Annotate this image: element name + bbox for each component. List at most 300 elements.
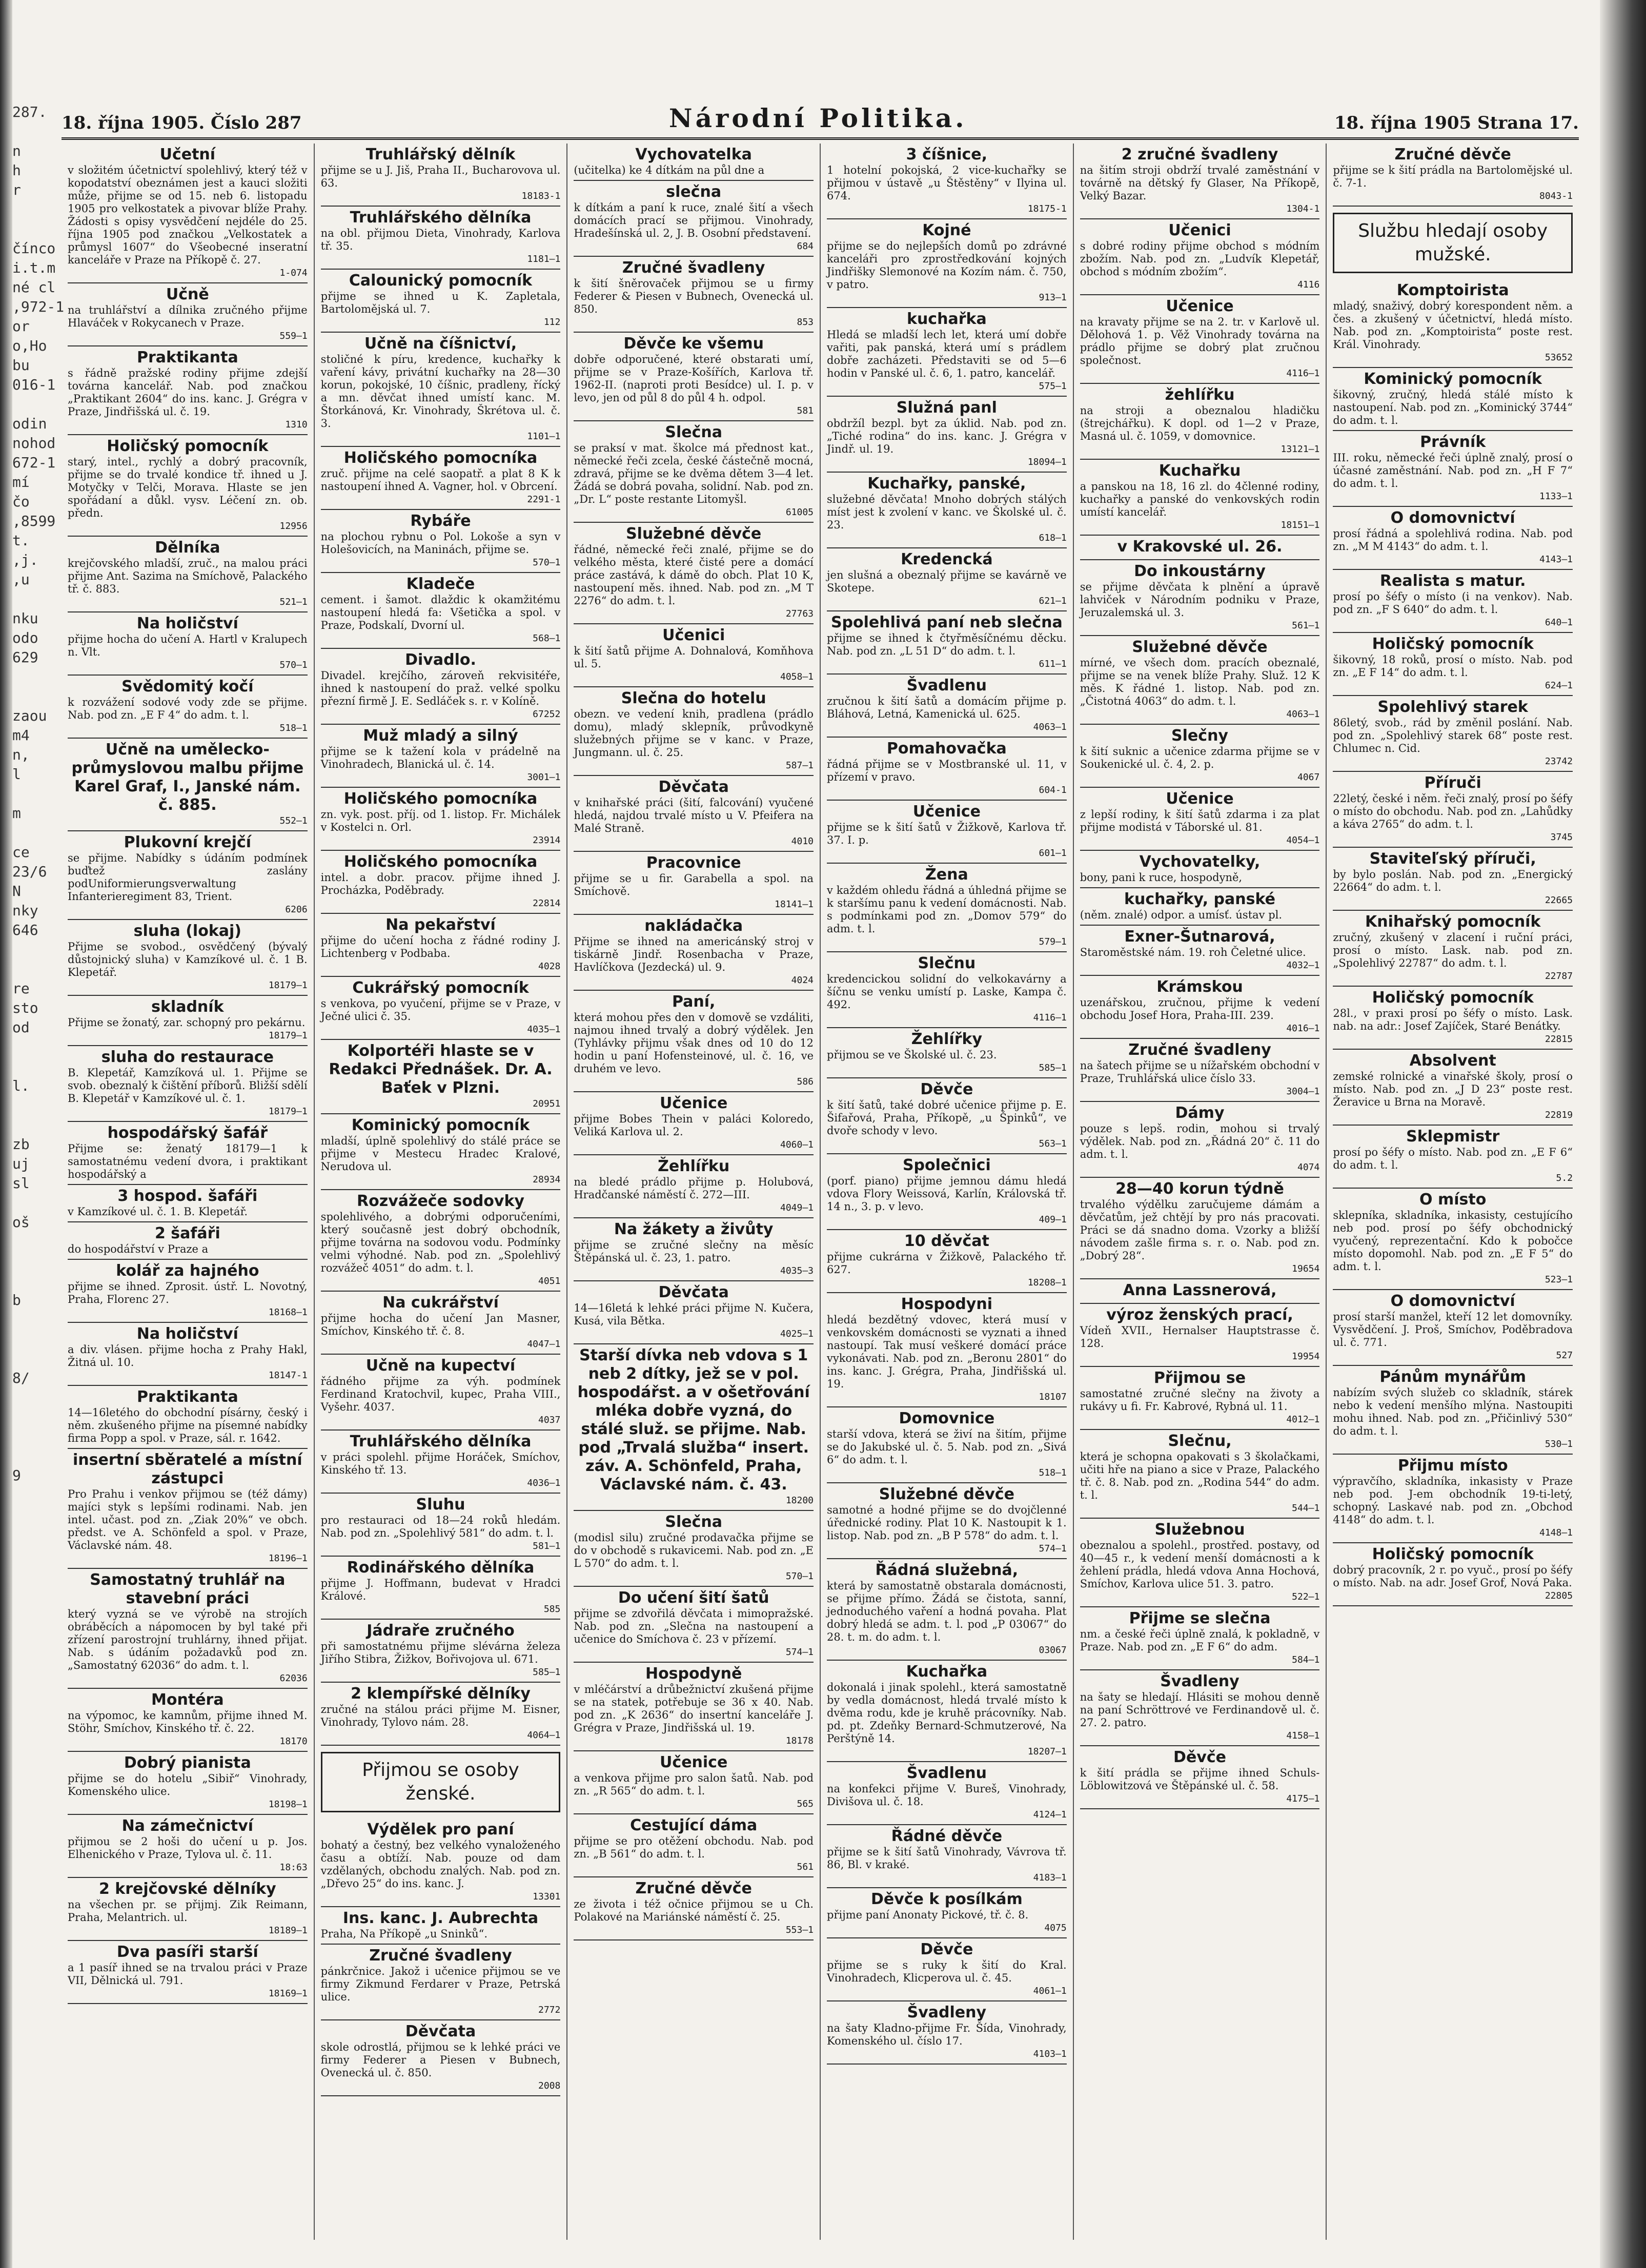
classified-ad (1080, 788, 1320, 851)
classified-ad (1080, 851, 1320, 888)
ad-reference-number: 1304-1 (1286, 203, 1320, 214)
ad-heading: Služebné děvče (1132, 638, 1268, 656)
ad-heading: Společnici (902, 1156, 991, 1174)
ad-body-text: Hledá se mladší lech let, která umí dobře vařiti, pak panská, která umí s prádlem dobře zacházeti. Představiti se od 5—6 hodin v Panské ul. č. 6, 1. patro, kancelář. (827, 329, 1067, 379)
ad-heading: Slečny (1171, 727, 1228, 745)
ad-heading: Na žákety a živůty (614, 1220, 774, 1238)
ad-body-text: dokonalá i jinak spolehl., která samostatně by vedla domácnost, hledá trvalé místo k dvěma rodu, kde je kruhě prácovníky. Nab. pd. pt. Zdeňky Bernard-Schmutzerové, Na Perštýně 14. (827, 1681, 1067, 1745)
ad-body-text: na plochou rybnu o Pol. Lokoše a syn v Holešovicích, na Maninách, přijme se. (320, 530, 561, 556)
ad-body-text: k šití prádla se přijme ihned Schuls-Löblowitzová ve Štěpánské ul. č. 58. (1080, 1767, 1320, 1792)
ad-body-text: pánkrčnice. Jakož i učenice přijmou se ve firmy Zikmund Ferdarer v Praze, Petrská ulice. (320, 1965, 561, 2003)
ad-heading: Kojné (922, 221, 971, 239)
ad-reference-number: 4175—1 (1286, 1793, 1320, 1804)
ad-reference-number: 518—1 (1039, 1467, 1067, 1478)
ad-heading: Absolvent (1409, 1052, 1496, 1070)
ad-reference-number: 4148—1 (1539, 1527, 1573, 1538)
ad-body-text: prosí po šéfy o místo (i na venkov). Nab. pod zn. „F S 640“ do adm. t. l. (1333, 590, 1573, 616)
ad-body-text: se přijme děvčata k plnění a úpravě lahviček v Národním podniku v Praze, Jeruzalemská ul. 3. (1080, 581, 1320, 619)
ad-reference-number: 22814 (533, 898, 561, 909)
ad-body-text: z lepší rodiny, k šití šatů zdarma i za plat přijme modistá v Táborské ul. 81. (1080, 808, 1320, 833)
ad-heading: Pánům mynářům (1379, 1368, 1527, 1386)
classified-ad (68, 537, 308, 612)
classified-ad (827, 1078, 1067, 1154)
ad-heading: Divadlo. (405, 651, 476, 669)
ad-body-text: přijme paní Anonaty Pickové, tř. č. 8. (827, 1909, 1029, 1921)
classified-ad (827, 1154, 1067, 1230)
ad-body-text: Přijme se svobod., osvědčený (bývalý důstojnický sluha) v Kamzíkové ul. č. 1 B. Klepetář. (68, 941, 308, 978)
classified-ad (1080, 1670, 1320, 1746)
classified-ad (321, 144, 561, 207)
ad-heading: Rodinářského dělníka (347, 1559, 535, 1577)
ad-heading: Kladeče (406, 575, 475, 593)
ad-reference-number: 2008 (538, 2080, 561, 2091)
classified-ad (321, 333, 561, 447)
ad-heading: Slečnu, (1168, 1432, 1232, 1450)
classified-ad (827, 548, 1067, 611)
ad-heading: Cestující dáma (630, 1816, 758, 1834)
ad-heading: Kuchařky, panské, (867, 475, 1026, 493)
classified-ad (321, 1114, 561, 1190)
classified-ad (827, 473, 1067, 548)
ad-heading: Praktikanta (136, 1388, 238, 1406)
ad-heading: Učně na číšnictví, (364, 335, 517, 353)
classified-ad (321, 447, 561, 510)
ad-body-text: který vyzná se ve výrobě na strojích obráběcích a nápomocen by byl také při zřízení parostrojní truhlárny, ihned přijat. Nab. s údáním požadavků pod zn. „Samostatný 62036“ do adm. t. l. (68, 1608, 308, 1671)
classified-ad (827, 144, 1067, 219)
ad-reference-number: 5.2 (1556, 1173, 1573, 1183)
classified-ad (68, 1815, 308, 1878)
ad-heading: 3 číšnice, (906, 146, 988, 164)
ad-body-text: na všechen pr. se přijmj. Zik Reimann, Praha, Melantrich. ul. (68, 1898, 308, 1924)
ad-body-text: Vídeň XVII., Hernalser Hauptstrasse č. 128. (1080, 1324, 1320, 1350)
ad-heading: Calounický pomocník (349, 272, 533, 290)
ad-heading: Holičský pomocník (1372, 1545, 1534, 1563)
ad-reference-number: 4067 (1297, 772, 1320, 783)
classified-ad (321, 1683, 561, 1746)
ad-reference-number: 4060—1 (780, 1139, 814, 1150)
ad-reference-number: 4124—1 (1033, 1809, 1067, 1820)
column-2 (315, 144, 568, 2240)
classified-ad (574, 1877, 814, 1940)
ad-body-text: přijme cukrárna v Žižkově, Palackého tř. 627. (827, 1251, 1067, 1276)
ad-heading: Děvče (920, 1080, 973, 1098)
ad-heading: Montéra (151, 1691, 224, 1709)
ad-body-text: nm. a české řeči úplně znalá, k pokladně, v Praze. Nab. pod zn. „E F 6“ do adm. (1080, 1628, 1320, 1653)
ad-reference-number: 3745 (1550, 832, 1573, 843)
classified-ad (574, 1751, 814, 1814)
ad-heading: Na holičství (136, 615, 238, 632)
ad-heading: Učetní (159, 146, 216, 164)
ad-heading: Cukrářský pomocník (352, 979, 529, 997)
ad-body-text: s dobré rodiny přijme obchod s módním zbožím. Nab. pod zn. „Ludvík Klepetář, obchod s módním zbožím“. (1080, 240, 1320, 278)
ad-body-text: přijme do učení hocha z řádné rodiny J. Lichtenberg v Podbaba. (320, 934, 561, 959)
ad-body-text: mladý, snaživý, dobrý korespondent něm. a čes. a zkušený v účetnictví, hledá místo. Nab. pod zn. „Komptoirista“ poste rest. Král. Vinohrady. (1333, 300, 1573, 351)
classified-ad (321, 1620, 561, 1683)
ad-reference-number: 18147-1 (268, 1370, 308, 1381)
ad-body-text: přijme se zdvořilá děvčata i mimopražské. Nab. pod zn. „Slečna na nastoupení a učenice do Smíchova č. 23 v přízemí. (574, 1607, 814, 1645)
classified-ad (1333, 1126, 1573, 1189)
ad-reference-number: 4116—1 (1286, 368, 1320, 379)
ad-body-text: přijme se pro otěžení obchodu. Nab. pod zn. „B 561“ do adm. t. l. (574, 1835, 814, 1860)
ad-body-text: a panskou na 18, 16 zl. do 4členné rodiny, kuchařky a panské do venkovských rodin umístí kancelář. (1080, 480, 1320, 518)
ad-heading: Žena (925, 866, 968, 884)
ad-heading: Kuchařku (1159, 462, 1241, 480)
classified-ad (68, 1046, 308, 1122)
ad-heading: Paní, (672, 993, 716, 1011)
ad-body-text: dobrý pracovník, 2 r. po vyuč., prosí po šéfy o místo. Nab. na adr. Josef Grof, Nová Paka. (1333, 1564, 1573, 1589)
ad-body-text: šikovný, zručný, hledá stálé místo k nastoupení. Nab. pod zn. „Kominický 3744“ do adm. t. l. (1333, 389, 1573, 426)
ad-heading: Kredencká (901, 550, 993, 568)
classified-ad (827, 2001, 1067, 2065)
ad-heading: Právník (1420, 433, 1486, 451)
classified-ad (574, 1281, 814, 1344)
classified-ad (827, 611, 1067, 675)
ad-body-text: na šaty se hledají. Hlásiti se mohou denně na paní Schröttrové ve Ferdinandově ul. č. 27. 2. patro. (1080, 1691, 1320, 1729)
classified-ad (1333, 987, 1573, 1050)
classified-ad (68, 1122, 308, 1185)
ad-body-text: na šaty Kladno-přijme Fr. Šída, Vinohrady, Komenského ul. číslo 17. (827, 2022, 1067, 2047)
ad-heading: Jádraře zručného (367, 1622, 515, 1640)
ad-body-text: Přijme se: ženatý 18179—1 k samostatnému vedení dvora, i praktikant hospodářský a (68, 1142, 308, 1180)
ad-heading: Spolehlivá paní neb slečna (830, 614, 1063, 631)
ad-heading: Služebnou (1154, 1521, 1245, 1539)
classified-ad (68, 1185, 308, 1222)
ad-body-text: (porf. piano) přijme jemnou dámu hledá vdova Flory Weissová, Karlín, Královská tř. 14 n., 3. p. v levo. (827, 1175, 1067, 1213)
classified-ad (574, 687, 814, 776)
ad-heading: Kolportéři hlaste se v Redakci Přednášek. Dr. A. Baťek v Plzni. (329, 1042, 553, 1097)
classified-ad (1080, 926, 1320, 976)
ad-reference-number: 4054—1 (1286, 835, 1320, 846)
ad-heading: Kominický pomocník (351, 1116, 530, 1134)
ad-body-text: trvalého výdělku zaručujeme dámám a děvčatům, jež chtějí by pro nás pracovati. Práci se dá snadno doma. Vzorky a bližší návodem zašle firma s. r. o. Nab. pod zn. „Dobrý 28“. (1080, 1198, 1320, 1262)
classified-ad (68, 1323, 308, 1386)
ad-reference-number: 18170 (279, 1736, 308, 1747)
ad-heading: Švadleny (1160, 1672, 1239, 1690)
ad-heading: Na holičství (136, 1325, 238, 1343)
ad-body-text: III. roku, německé řeči úplně znalý, prosí o účasné zaměstnání. Nab. pod zn. „H F 7“ do adm. t. l. (1333, 452, 1573, 489)
ad-heading: Řádná služebná, (875, 1561, 1019, 1579)
classified-ad (827, 1559, 1067, 1661)
ad-body-text: cement. i šamot. dlaždic k okamžitému nastoupení hledá fa: Všetička a spol. v Praze, Podskalí, Dvorní ul. (320, 594, 561, 631)
ad-heading: Slečnu (918, 954, 976, 972)
ad-reference-number: 22805 (1545, 1590, 1573, 1601)
classified-ad (827, 864, 1067, 952)
ad-reference-number: 53652 (1545, 352, 1573, 363)
ad-heading: Holičského pomocníka (343, 853, 538, 871)
classified-ad (321, 1557, 561, 1620)
ad-reference-number: 1-074 (279, 268, 308, 278)
classified-ad (68, 283, 308, 346)
ad-body-text: která by samostatně obstarala domácnosti, se přijme přímo. Žádá se čistota, sanní, jednoduchého vaření a hodná povaha. Plat dobrý hledá se adm. t. l. pod „P 03067“ do 28. t. m. do adm. t. l. (827, 1580, 1067, 1643)
ad-heading: Děvčata (405, 2022, 476, 2040)
ad-reference-number: 2772 (538, 2005, 561, 2015)
ad-body-text: v složitém účetnictví spolehlivý, který též v kopodatství obeznámen jest a kauci složiti může, přijme se od 15. neb 6. listopadu 1905 pro velkostatek a pivovar blíže Prahy. Žádosti s opisy vysvědčení nejdéle do 25. října 1905 pod značkou „Velkostatek a průmysl 1607“ do Všeobecné inseratní kanceláře v Praze na Příkopě č. 27. (68, 164, 308, 266)
ad-body-text: (něm. znalé) odpor. a umísť. ústav pl. (1080, 909, 1283, 921)
ad-heading: Učenice (1166, 297, 1234, 315)
classified-ad (574, 776, 814, 852)
classified-ad (321, 1190, 561, 1292)
ad-heading: insertní sběratelé a místní zástupci (73, 1451, 302, 1487)
classified-ad (68, 612, 308, 676)
classified-ad (321, 725, 561, 788)
ad-heading: 2 klempířské dělníky (351, 1685, 531, 1703)
ad-reference-number: 18196—1 (268, 1553, 308, 1564)
ad-reference-number: 579—1 (1039, 936, 1067, 947)
ad-body-text: sklepníka, skladníka, inkasisty, cestujícího neb pod. prosí po šéfy obchodnický vyučený, reprezentační. Kdo k pobočce místo dopomohl. Nab. pod zn. „E F 5“ do adm. t. l. (1333, 1209, 1573, 1273)
classified-ad (1080, 1102, 1320, 1178)
ad-heading: Učenici (662, 626, 725, 644)
ad-body-text: Přijme se ihned na americánský stroj v tiskárně Jindř. Rosenbacha v Praze, Havlíčkova (Jezdecká) ul. 9. (574, 935, 814, 973)
ad-reference-number: 618—1 (1039, 533, 1067, 543)
classified-ad (1080, 460, 1320, 536)
ad-body-text: 14—16letého do obchodní písárny, český i něm. zkušeného přijme na písemné nabídky firma Popp a spol. v Praze, sál. r. 1642. (68, 1406, 308, 1444)
classified-ad (1333, 1543, 1573, 1606)
ad-reference-number: 604-1 (1039, 785, 1067, 795)
ad-heading: hospodářský šafář (107, 1124, 268, 1142)
ad-body-text: a div. vlásen. přijme hocha z Prahy Hakl, Žitná ul. 10. (68, 1343, 308, 1368)
ad-heading: Dva pasíři starší (116, 1943, 258, 1961)
ad-body-text: přijme se k šití šatů Vinohrady, Vávrova tř. 86, Bl. v kraké. (827, 1846, 1067, 1871)
ad-reference-number: 1101—1 (527, 431, 561, 442)
header-date-issue: 18. října 1905. Číslo 287 (62, 113, 302, 133)
ad-reference-number: 561 (797, 1862, 814, 1872)
ad-reference-number: 18151—1 (1281, 520, 1320, 530)
ad-heading: Truhlářský dělník (365, 146, 516, 164)
ad-body-text: kredencickou solidní do velkokavárny a šíčnu se venku umístí p. Laske, Kampa č. 492. (827, 973, 1067, 1011)
ad-body-text: řádná přijme se v Mostbranské ul. 11, v přízemí v pravo. (827, 758, 1067, 783)
ad-body-text: Praha, Na Příkopě „u Sninků“. (320, 1928, 488, 1940)
ad-reference-number: 22665 (1545, 895, 1573, 906)
classified-ad (574, 523, 814, 624)
classified-ad (68, 435, 308, 537)
ad-heading: Holičský pomocník (1372, 989, 1534, 1007)
ad-reference-number: 4036—1 (527, 1478, 561, 1488)
ad-reference-number: 570—1 (533, 557, 561, 568)
classified-ad (827, 1888, 1067, 1938)
ad-body-text: přijme se k šití šatů v Žižkově, Karlova tř. 37. I. p. (827, 821, 1067, 846)
ad-body-text: pro restauraci od 18—24 roků hledám. Nab. pod zn. „Spolehlivý 581“ do adm. t. l. (320, 1514, 561, 1539)
classified-ad (827, 675, 1067, 738)
ad-body-text: přijmou se ve Školské ul. č. 23. (827, 1049, 997, 1061)
ad-reference-number: 552—1 (279, 815, 308, 826)
column-4 (821, 144, 1074, 2240)
classified-ad (827, 1483, 1067, 1559)
classified-ad (1333, 1366, 1573, 1455)
ad-reference-number: 27763 (785, 608, 814, 619)
ad-reference-number: 23742 (1545, 756, 1573, 767)
ad-heading: Do učení šití šatů (618, 1589, 769, 1607)
ad-heading: Učně (166, 285, 209, 303)
classified-ad (1333, 772, 1573, 848)
ad-body-text: bohatý a čestný, bez velkého vynaloženého času a obtíží. Nab. pouze od dam vzdělaných, obchodu znalých. Nab. pod zn. „Dřevo 25“ do ins. kanc. J. (320, 1839, 561, 1890)
ad-heading: Komptoirista (1396, 281, 1509, 299)
ad-body-text: která mohou přes den v domově se vzdáliti, najmou ihned trvalý a dobrý výdělek. Jen (Tyhlávky přijmu však dnes od 10 do 12 hodin u paní Hofensteinové, ul. č. 16, ve druhém ve levo. (574, 1011, 814, 1075)
ad-heading: Učně na kupectví (365, 1357, 516, 1375)
ad-heading: Služná panl (896, 399, 997, 417)
ad-body-text: se přijme. Nabídky s údáním podmínek buďtež zaslány podUniformierungsverwaltung Infanterieregiment 83, Trient. (68, 852, 308, 903)
ad-heading: Děvčata (658, 1283, 729, 1301)
ad-heading: Holičského pomocníka (343, 790, 538, 808)
ad-heading: Zručné švadleny (622, 259, 765, 277)
ad-heading: kolář za hajného (116, 1262, 259, 1280)
ad-heading: sluha (lokaj) (133, 922, 241, 940)
ad-heading: Švadlenu (906, 677, 987, 694)
ad-reference-number: 18:63 (279, 1862, 308, 1873)
classified-ad (321, 851, 561, 914)
ad-reference-number: 22819 (1545, 1110, 1573, 1120)
classified-ad (574, 1344, 814, 1511)
classified-ad (1333, 911, 1573, 987)
classified-ad (827, 1762, 1067, 1825)
classified-ad (321, 270, 561, 333)
ad-body-text: nabízím svých služeb co skladník, stárek nebo k vedení menšího mlýna. Nastoupiti mohu ihned. Nab. pod zn. „Přičinlivý 530“ do adm. t. l. (1333, 1386, 1573, 1437)
ad-reference-number: 585 (543, 1604, 561, 1615)
ad-reference-number: 611—1 (1039, 659, 1067, 669)
ad-heading: Holičský pomocník (107, 437, 269, 455)
ad-heading: Muž mladý a silný (363, 727, 518, 745)
classified-ad (321, 649, 561, 725)
ad-reference-number: 18094—1 (1027, 457, 1067, 467)
ad-reference-number: 574—1 (1039, 1543, 1067, 1554)
ad-heading: Dělníka (155, 539, 220, 557)
classified-ad (827, 1938, 1067, 2001)
ad-body-text: na šatech přijme se u nížařském obchodní v Praze, Truhlářská ulice číslo 33. (1080, 1059, 1320, 1085)
ad-heading: kuchařka (907, 310, 987, 328)
classified-ad (574, 915, 814, 991)
classified-ad (1080, 1746, 1320, 1809)
ad-reference-number: 4035—1 (527, 1024, 561, 1035)
classified-ad (321, 977, 561, 1040)
ad-heading: Samostatný truhlář na stavební práci (90, 1571, 286, 1607)
ad-heading: nakládačka (644, 917, 743, 935)
classified-ad (68, 1752, 308, 1815)
ad-heading: O místo (1419, 1191, 1487, 1209)
ad-heading: Zručné děvče (1394, 146, 1511, 164)
classified-ad (321, 1494, 561, 1557)
ad-reference-number: 563—1 (1039, 1138, 1067, 1149)
ad-reference-number: 4058—1 (780, 671, 814, 682)
classified-ad (827, 308, 1067, 397)
ad-heading: sluha do restaurace (101, 1048, 274, 1066)
ad-body-text: bony, pani k ruce, hospodyně, (1080, 871, 1243, 884)
ad-body-text: obdržíl bezpl. byt za úklid. Nab. pod zn. „Tiché rodina“ do ins. kanc. J. Grégra v Jindř. ul. 19. (827, 417, 1067, 455)
ad-reference-number: 4143—1 (1539, 554, 1573, 565)
classified-ad (321, 2020, 561, 2096)
ad-reference-number: 4010 (791, 836, 814, 847)
ad-heading: kuchařky, panské (1124, 890, 1275, 908)
ad-body-text: obeznalou a spolehl., prostřed. postavy, od 40—45 r., k vedení menší domácnosti a k žehlení prádla, hledá vdova Anna Hochová, Smíchov, Karlova ulice 51. 3. patro. (1080, 1539, 1320, 1590)
ad-body-text: řádného přijme za výh. podmínek Ferdinand Kratochvil, kupec, Praha VIII., Vyšehr. 4037. (320, 1375, 561, 1413)
ad-heading: Děvčata (658, 778, 729, 796)
ad-heading: Vychovatelka (635, 146, 752, 164)
ad-reference-number: 22815 (1545, 1034, 1573, 1045)
ad-reference-number: 4012—1 (1286, 1414, 1320, 1425)
ad-reference-number: 4064—1 (527, 1730, 561, 1741)
ad-body-text: přijme se zručné slečny na měsíc Štěpánská ul. č. 23, 1. patro. (574, 1239, 814, 1264)
ad-reference-number: 6206 (285, 904, 308, 915)
ad-body-text: přijme J. Hoffmann, budevat v Hradci Králové. (320, 1577, 561, 1602)
classified-ad (574, 624, 814, 687)
ad-body-text: ze života i též očnice přijmou se u Ch. Polakové na Mariánské náměstí č. 25. (574, 1898, 814, 1923)
ad-body-text: zemské rolnické a vinařské školy, prosí o místo. Nab. pod zn. „J D 23“ poste rest. Žeravice u Brna na Moravě. (1333, 1070, 1573, 1108)
ad-reference-number: 12956 (279, 521, 308, 532)
ad-reference-number: 18141—1 (775, 899, 814, 910)
classified-ad (574, 852, 814, 915)
ad-body-text: v Kamzíkové ul. č. 1. B. Klepetář. (68, 1205, 248, 1218)
ad-body-text: obezn. ve vedení knih, pradlena (prádlo domu), mladý sklepník, průvodkyně služebných přijme se v kanc. v Praze, Jungmann. ul. č. 25. (574, 708, 814, 759)
classified-ad (1080, 636, 1320, 725)
classified-ad (1333, 696, 1573, 772)
ad-heading: Učenice (660, 1094, 728, 1112)
ad-reference-number: 18208—1 (1027, 1277, 1067, 1288)
ad-body-text: hledá bezdětný vdovec, která musí v venkovském domácnosti se vyznati a ihned nastoupí. Tak musí veškeré domácí práce vykonávati. Nab. pod zn. „Beronu 2801“ do ins. kanc. J. Grégra, Praha, Jindřišská ul. 19. (827, 1314, 1067, 1390)
ad-body-text: do hospodářství v Praze a (68, 1243, 209, 1255)
ad-body-text: přijmou se 2 hoši do učení u p. Jos. Elhenického v Praze, Tylova ul. č. 11. (68, 1835, 308, 1861)
ad-reference-number: 18207—1 (1027, 1746, 1067, 1757)
classified-ad (1080, 560, 1320, 636)
ad-reference-number: 601—1 (1039, 848, 1067, 859)
ad-reference-number: 3001—1 (527, 772, 561, 783)
ad-reference-number: 587—1 (785, 760, 814, 771)
classified-ad (1080, 976, 1320, 1039)
ad-reference-number: 4025—1 (780, 1329, 814, 1339)
ad-body-text: na stroji a obeznalou hladičku (štrejchářku). K dopl. od 1—2 v Praze, Masná ul. č. 1059, v domovnice. (1080, 404, 1320, 442)
ad-reference-number: 565 (797, 1799, 814, 1809)
classified-ad (68, 996, 308, 1046)
classified-ad (321, 1431, 561, 1494)
classified-ad (1333, 1455, 1573, 1543)
masthead-title: Národní Politika. (668, 103, 967, 133)
ad-reference-number: 18200 (785, 1495, 814, 1506)
classified-ad (1080, 1430, 1320, 1519)
classified-ad (68, 1878, 308, 1941)
ad-heading: Výdělek pro paní (367, 1821, 514, 1838)
classified-ad (574, 421, 814, 523)
ad-body-text: skole odrostlá, přijmou se k lehké práci ve firmy Federer a Piesen v Bubnech, Ovenecká ul. č. 850. (320, 2041, 561, 2079)
ad-reference-number: 18198—1 (268, 1799, 308, 1810)
classified-ad (827, 738, 1067, 801)
classified-ad (1080, 1607, 1320, 1670)
ad-body-text: s řádně pražské rodiny přijme zdejší továrna kancelář. Nab. pod značkou „Praktikant 2604“ do ins. kanc. J. Grégra v Praze, Jindřišská ul. č. 19. (68, 367, 308, 418)
ad-body-text: prosí řádná a spolehlivá rodina. Nab. pod zn. „M M 4143“ do adm. t. l. (1333, 527, 1573, 553)
ad-reference-number: 13121—1 (1281, 444, 1320, 455)
ad-reference-number: 585—1 (1039, 1063, 1067, 1073)
ad-heading: Děvče ke všemu (623, 335, 764, 353)
classified-ad (68, 1569, 308, 1689)
classified-ad (827, 1293, 1067, 1407)
ad-heading: Švadleny (907, 2004, 987, 2021)
ad-heading: Slečna (665, 423, 722, 441)
classified-ad (68, 920, 308, 996)
ad-heading: Dobrý pianista (124, 1754, 251, 1772)
ad-reference-number: 584—1 (1292, 1654, 1320, 1665)
ad-heading: 2 zručné švadleny (1121, 146, 1278, 164)
ad-body-text: na výpomoc, ke kamnům, přijme ihned M. Stöhr, Smíchov, Kinského tř. č. 22. (68, 1709, 308, 1734)
ad-body-text: mírné, ve všech dom. pracích obeznalé, přijme se na venek blíže Prahy. Služ. 12 K měs. K řádné 1. listop. Nab. pod zn. „Čistotná 4063“ do adm. t. l. (1080, 657, 1320, 707)
ad-heading: Děvče k posílkám (870, 1890, 1023, 1908)
ad-body-text: která je schopna opakovati s 3 školačkami, učiti hře na piano a sice v Praze, Palackého tř. č. 8. Nab. pod zn. „Rodina 544“ do adm. t. l. (1080, 1450, 1320, 1501)
ad-heading: Učenice (660, 1753, 728, 1771)
ad-body-text: (učitelka) ke 4 dítkám na půl dne a (574, 164, 765, 176)
classified-ad (574, 333, 814, 421)
ad-reference-number: 18169—1 (268, 1988, 308, 1999)
ad-heading: výroz ženských prací, (1106, 1306, 1293, 1324)
newspaper-page (62, 97, 1579, 2240)
ad-body-text: na šitím stroji obdrží trvalé zaměstnání v továrně na dětský fy Glaser, Na Příkopě, Velký Bazar. (1080, 164, 1320, 202)
classified-ad (68, 346, 308, 435)
section-heading-box (1333, 213, 1573, 273)
ad-heading: Sklepmistr (1406, 1128, 1500, 1146)
